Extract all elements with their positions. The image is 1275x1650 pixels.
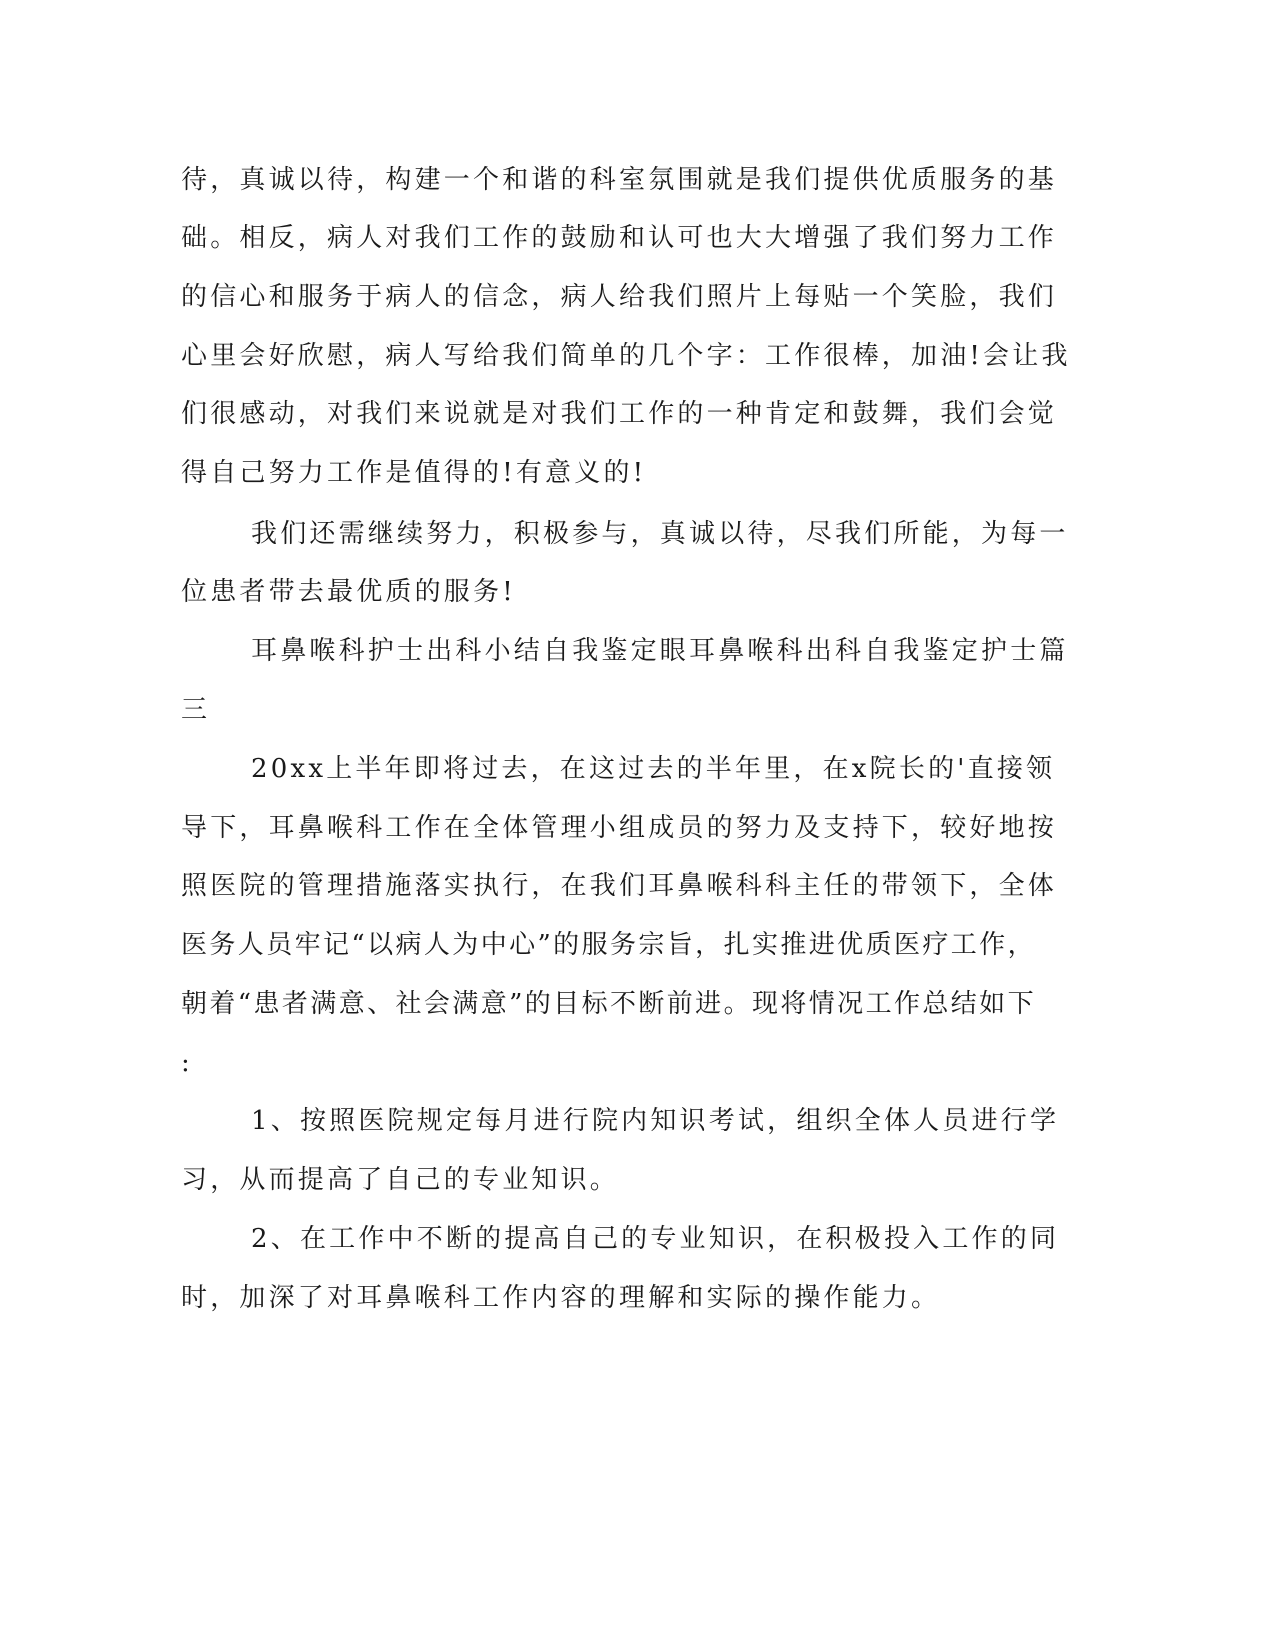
list-item-1-line-1: 1、按照医院规定每月进行院内知识考试，组织全体人员进行学 [251,1106,1060,1136]
list-item-2-line-1: 2、在工作中不断的提高自己的专业知识，在积极投入工作的同 [251,1224,1060,1254]
text-line-13: 照医院的管理措施落实执行，在我们耳鼻喉科科主任的带领下，全体 [181,871,1058,901]
text-line-16: : [181,1048,190,1078]
section-title-line-2: 三 [181,695,211,725]
text-line-5: 们很感动，对我们来说就是对我们工作的一种肯定和鼓舞，我们会觉 [181,399,1058,429]
text-line-2: 础。相反，病人对我们工作的鼓励和认可也大大增强了我们努力工作 [181,223,1058,253]
text-line-8: 位患者带去最优质的服务! [181,577,516,607]
list-item-1-line-2: 习，从而提高了自己的专业知识。 [181,1165,620,1195]
text-line-15: 朝着“患者满意、社会满意”的目标不断前进。现将情况工作总结如下 [181,989,1036,1019]
text-line-1: 待，真诚以待，构建一个和谐的科室氛围就是我们提供优质服务的基 [181,165,1058,195]
text-line-7: 我们还需继续努力，积极参与，真诚以待，尽我们所能，为每一 [251,519,1069,549]
text-line-4: 心里会好欣慰，病人写给我们简单的几个字：工作很棒，加油!会让我 [181,341,1071,371]
text-line-12: 导下，耳鼻喉科工作在全体管理小组成员的努力及支持下，较好地按 [181,813,1058,843]
section-title-line-1: 耳鼻喉科护士出科小结自我鉴定眼耳鼻喉科出科自我鉴定护士篇 [251,636,1069,666]
list-item-2-line-2: 时，加深了对耳鼻喉科工作内容的理解和实际的操作能力。 [181,1283,941,1313]
text-line-11: 20xx上半年即将过去，在这过去的半年里，在x院长的'直接领 [251,754,1056,784]
text-line-14: 医务人员牢记“以病人为中心”的服务宗旨，扎实推进优质医疗工作， [181,930,1036,960]
text-line-3: 的信心和服务于病人的信念，病人给我们照片上每贴一个笑脸，我们 [181,282,1058,312]
text-line-6: 得自己努力工作是值得的!有意义的! [181,458,647,488]
